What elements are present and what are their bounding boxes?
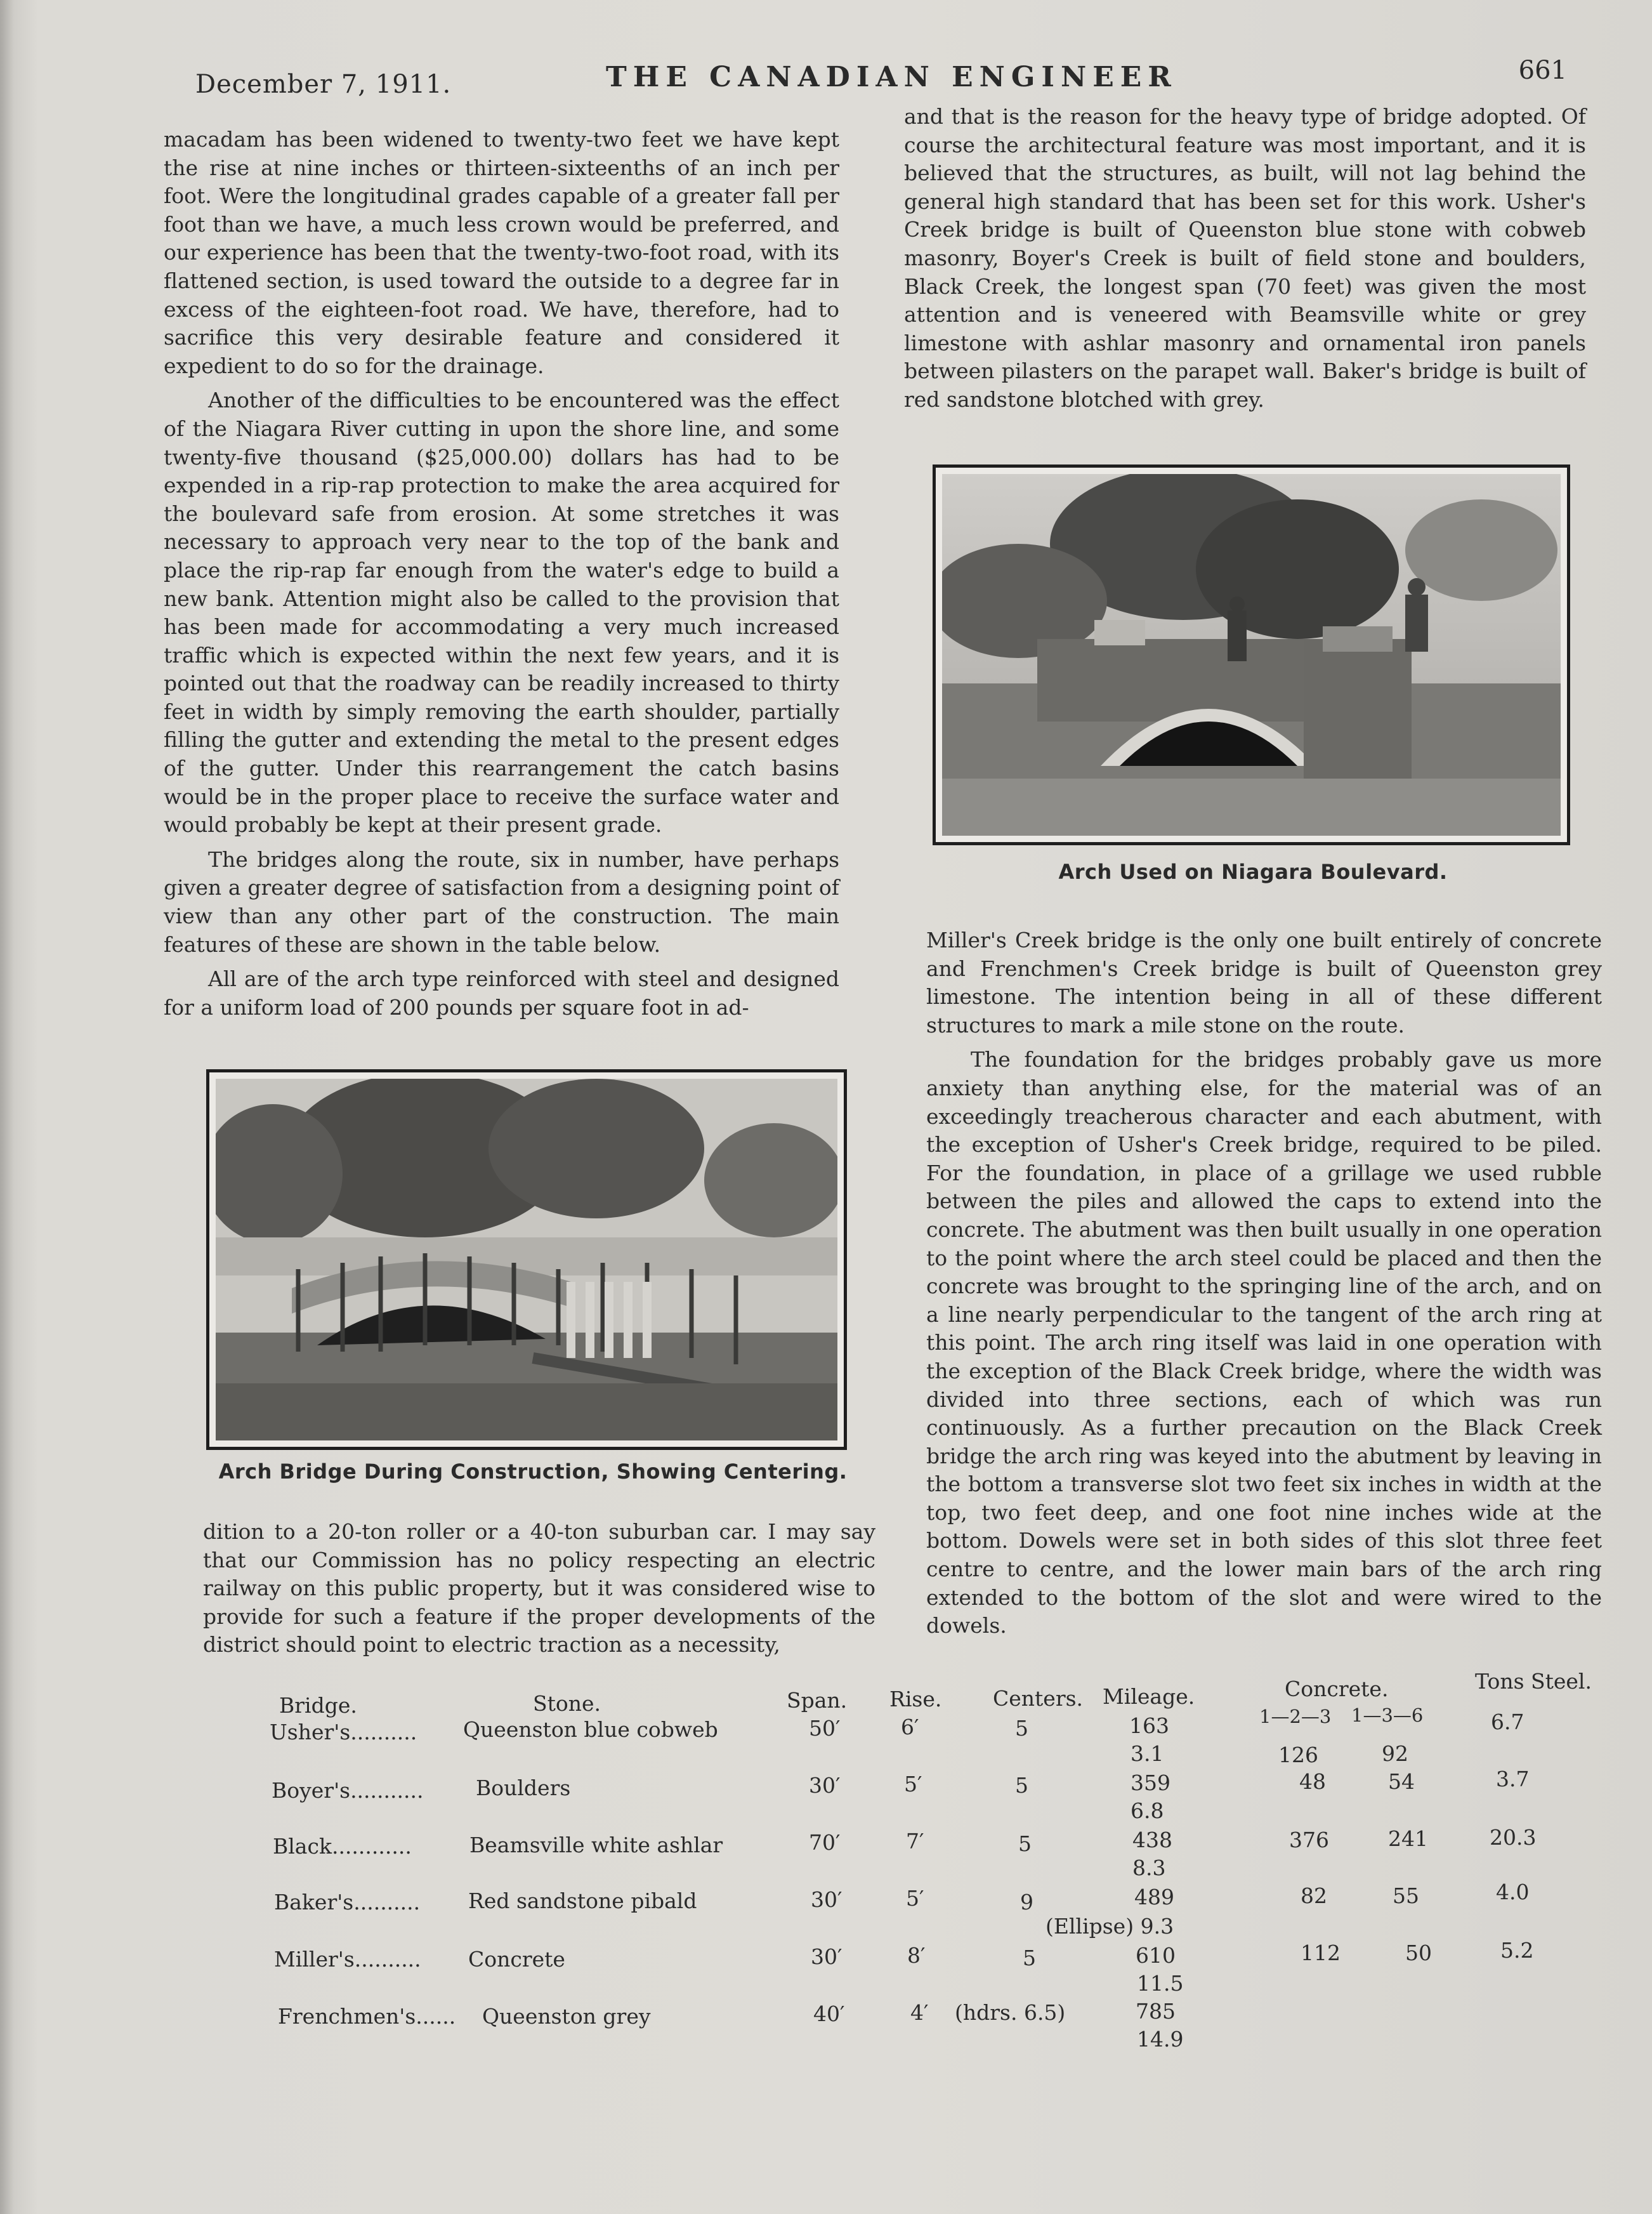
cell-mileage: 438 [1132, 1828, 1172, 1852]
cell-rise: 5′ [904, 1772, 922, 1796]
paragraph-foundation: The foundation for the bridges probably gave us more anxiety than anything else, for the material was of an exceedingly treacherous character and each abutment, with the exception of Usher's Creek bridge, required to be piled. For the foundation, in place of a grillage we used rubble between the piles and allowed the caps to extend into the concrete. The abutment was then built usually in one operation to the point where the arch steel could be placed and then the concrete was brought to the springing line of the arch, and on a line nearly perpendicular to the tangent of the arch ring at this point. The arch ring itself was laid in one operation with the exception of the Black Creek bridge, where the width was divided into three sections, each of which was run continuously. As a further precaution on the Black Creek bridge the arch ring was keyed into the abutment by leaving in the bottom a transverse slot two feet six inches in width at the top, two feet deep, and one foot nine inches wide at the bottom. Dowels were set in both sides of this slot three feet centre to centre, and the lower main bars of the arch ring extended to the bottom of the slot and were wired to the dowels. [926, 1047, 1602, 1638]
cell-mileage: 359 [1131, 1770, 1170, 1795]
paragraph-electric-railway: dition to a 20-ton roller or a 40-ton suburban car. I may say that our Commission has no policy respecting an electric railway on this public property, but it was considered wise to provide for such a feature if the proper developments of the district should point to electric traction as a necessity, [203, 1519, 875, 1657]
cell-rise: 8′ [907, 1943, 926, 1968]
cell-steel: 6.7 [1491, 1710, 1524, 1734]
cell-rise: 5′ [906, 1886, 924, 1911]
paragraph-millers-creek: Miller's Creek bridge is the only one built entirely of concrete and Frenchmen's Creek bridge is built of Queenston grey limestone. The intention being in all of these different structures to mark a mile stone on the route. [926, 928, 1602, 1038]
col-header-concrete-mix-1: 1—2—3 [1259, 1706, 1332, 1727]
cell-centers: 5 [1018, 1831, 1032, 1856]
cell-centers: 5 [1015, 1773, 1028, 1798]
cell-mileage-miles: 6.8 [1131, 1798, 1164, 1823]
cell-centers: 9 [1020, 1890, 1033, 1914]
cell-concrete-2: 241 [1388, 1826, 1428, 1851]
cell-bridge: Frenchmen's...... [278, 2004, 456, 2029]
cell-mileage: 489 [1134, 1885, 1174, 1909]
cell-stone: Queenston blue cobweb [463, 1717, 718, 1742]
cell-concrete-1: 82 [1301, 1883, 1327, 1908]
cell-bridge: Black............ [273, 1834, 412, 1859]
paragraph-river-erosion: Another of the difficulties to be encountered was the effect of the Niagara River cutting in upon the shore line, and some twenty-five thousand ($25,000.00) dollars has had to be expended in a rip-rap protection to make the area acquired for the boulevard safe from erosion. At some stretches it was necessary to approach very near to the top of the bank and place the rip-rap far enough from the water's edge to build a new bank. Attention might also be called to the provision that has been made for accommodating a very much increased traffic which is expected within the next few years, and it is pointed out that the roadway can be readily increased to thirty feet in width by simply removing the earth shoulder, partially filling the gutter and extending the metal to the present edges of the gutter. Under this rearrangement the catch basins would be in the proper place to receive the surface water and would probably be kept at their present grade. [164, 388, 839, 838]
issue-date: December 7, 1911. [195, 70, 452, 99]
cell-mileage-miles: (Ellipse) 9.3 [1046, 1914, 1174, 1939]
cell-centers: (hdrs. 6.5) [955, 2000, 1066, 2025]
left-column-upper [164, 126, 839, 1022]
table-row [266, 1880, 1618, 1947]
col-header-concrete-mix-2: 1—3—6 [1351, 1704, 1424, 1726]
cell-concrete-1: 376 [1289, 1828, 1329, 1852]
cell-mileage: 610 [1136, 1943, 1176, 1968]
col-header-mileage: Mileage. [1103, 1684, 1195, 1709]
cell-rise: 7′ [906, 1829, 924, 1854]
caption-bridge-construction: Arch Bridge During Construction, Showing Centering. [218, 1460, 848, 1484]
cell-span: 30′ [811, 1944, 842, 1969]
right-column-lower [926, 926, 1602, 1640]
construction-photo-illustration [216, 1079, 837, 1440]
caption-arch-niagara-boulevard: Arch Used on Niagara Boulevard. [1058, 860, 1448, 884]
cell-span: 70′ [809, 1830, 841, 1855]
cell-mileage-miles: 11.5 [1137, 1971, 1184, 1996]
arch-photo-illustration [942, 474, 1561, 836]
col-header-steel: Tons Steel. [1475, 1669, 1592, 1694]
cell-concrete-2: 50 [1405, 1941, 1432, 1965]
cell-concrete-2: 54 [1388, 1769, 1415, 1794]
cell-span: 30′ [809, 1773, 841, 1798]
paragraph-bridges-intro: The bridges along the route, six in number, have perhaps given a greater degree of satisfaction from a designing point of view than any other part of the construction. The main features of these are shown in the table below. [164, 847, 839, 957]
cell-concrete-2: 55 [1393, 1883, 1419, 1908]
cell-centers: 5 [1015, 1716, 1028, 1741]
cell-concrete-1: 48 [1299, 1769, 1326, 1794]
cell-bridge: Boyer's........... [272, 1778, 424, 1803]
cell-stone: Boulders [476, 1776, 571, 1800]
col-header-span: Span. [787, 1688, 848, 1713]
cell-mileage-miles: 14.9 [1137, 2027, 1184, 2052]
cell-steel: 5.2 [1500, 1938, 1534, 1963]
table-row [266, 1825, 1618, 1891]
table-row [266, 1938, 1618, 2004]
cell-concrete-1: 126 [1278, 1743, 1318, 1767]
col-header-centers: Centers. [993, 1686, 1084, 1711]
paragraph-road-widening: macadam has been widened to twenty-two feet we have kept the rise at nine inches or thirteen-sixteenths of an inch per foot. Were the longitudinal grades capable of a greater fall per foot than we have, a much less crown would be preferred, and our experience has been that the twenty-two-foot road, with its flattened section, is used toward the outside to a degree far in excess of the eighteen-foot road. We have, therefore, had to sacrifice this very desirable feature and considered it expedient to do so for the drainage. [164, 127, 839, 378]
cell-mileage-miles: 3.1 [1131, 1741, 1164, 1766]
cell-bridge: Miller's.......... [274, 1947, 421, 1972]
cell-steel: 4.0 [1496, 1880, 1530, 1904]
cell-concrete-1: 112 [1301, 1941, 1341, 1965]
right-column-upper [904, 103, 1586, 414]
cell-stone: Queenston grey [482, 2004, 651, 2029]
photo-arch-niagara-boulevard [933, 465, 1570, 845]
col-header-bridge: Bridge. [279, 1693, 357, 1718]
cell-stone: Beamsville white ashlar [469, 1833, 723, 1857]
page-number: 661 [1518, 56, 1567, 85]
cell-steel: 3.7 [1496, 1767, 1530, 1791]
left-column-lower [203, 1518, 875, 1659]
journal-title: THE CANADIAN ENGINEER [606, 61, 1177, 93]
cell-mileage-miles: 8.3 [1132, 1855, 1166, 1880]
col-header-stone: Stone. [533, 1691, 601, 1716]
cell-concrete-2: 92 [1382, 1741, 1408, 1766]
cell-mileage: 163 [1129, 1713, 1169, 1738]
table-row [266, 1999, 1618, 2061]
cell-stone: Red sandstone pibald [468, 1888, 697, 1913]
cell-span: 30′ [811, 1887, 842, 1912]
cell-steel: 20.3 [1490, 1825, 1537, 1850]
paragraph-bridge-materials: and that is the reason for the heavy type of bridge adopted. Of course the architectural feature was most important, and it is believed that the structures, as built, will not lag behind the general high standard that has been set for this work. Usher's Creek bridge is built of Queenston blue stone with cobweb masonry, Boyer's Creek is built of field stone and boulders, Black Creek, the longest span (70 feet) was given the most attention and is veneered with Beamsville white or grey limestone with ashlar masonry and ornamental iron panels between pilasters on the parapet wall. Baker's bridge is built of red sandstone blotched with grey. [904, 104, 1586, 412]
cell-rise: 4′ [910, 2000, 929, 2025]
cell-bridge: Usher's.......... [270, 1720, 417, 1744]
cell-centers: 5 [1023, 1946, 1036, 1970]
cell-span: 40′ [813, 2001, 845, 2026]
photo-bridge-construction [206, 1069, 847, 1450]
paragraph-arch-type: All are of the arch type reinforced with steel and designed for a uniform load of 200 pounds per square foot in ad- [164, 966, 839, 1020]
cell-bridge: Baker's.......... [274, 1890, 421, 1914]
cell-stone: Concrete [468, 1947, 565, 1972]
bridge-table [266, 1669, 1618, 2062]
cell-mileage: 785 [1136, 1999, 1176, 2024]
col-header-rise: Rise. [889, 1687, 942, 1711]
col-header-concrete: Concrete. [1285, 1677, 1389, 1701]
cell-rise: 6′ [901, 1715, 919, 1739]
cell-span: 50′ [809, 1716, 841, 1741]
